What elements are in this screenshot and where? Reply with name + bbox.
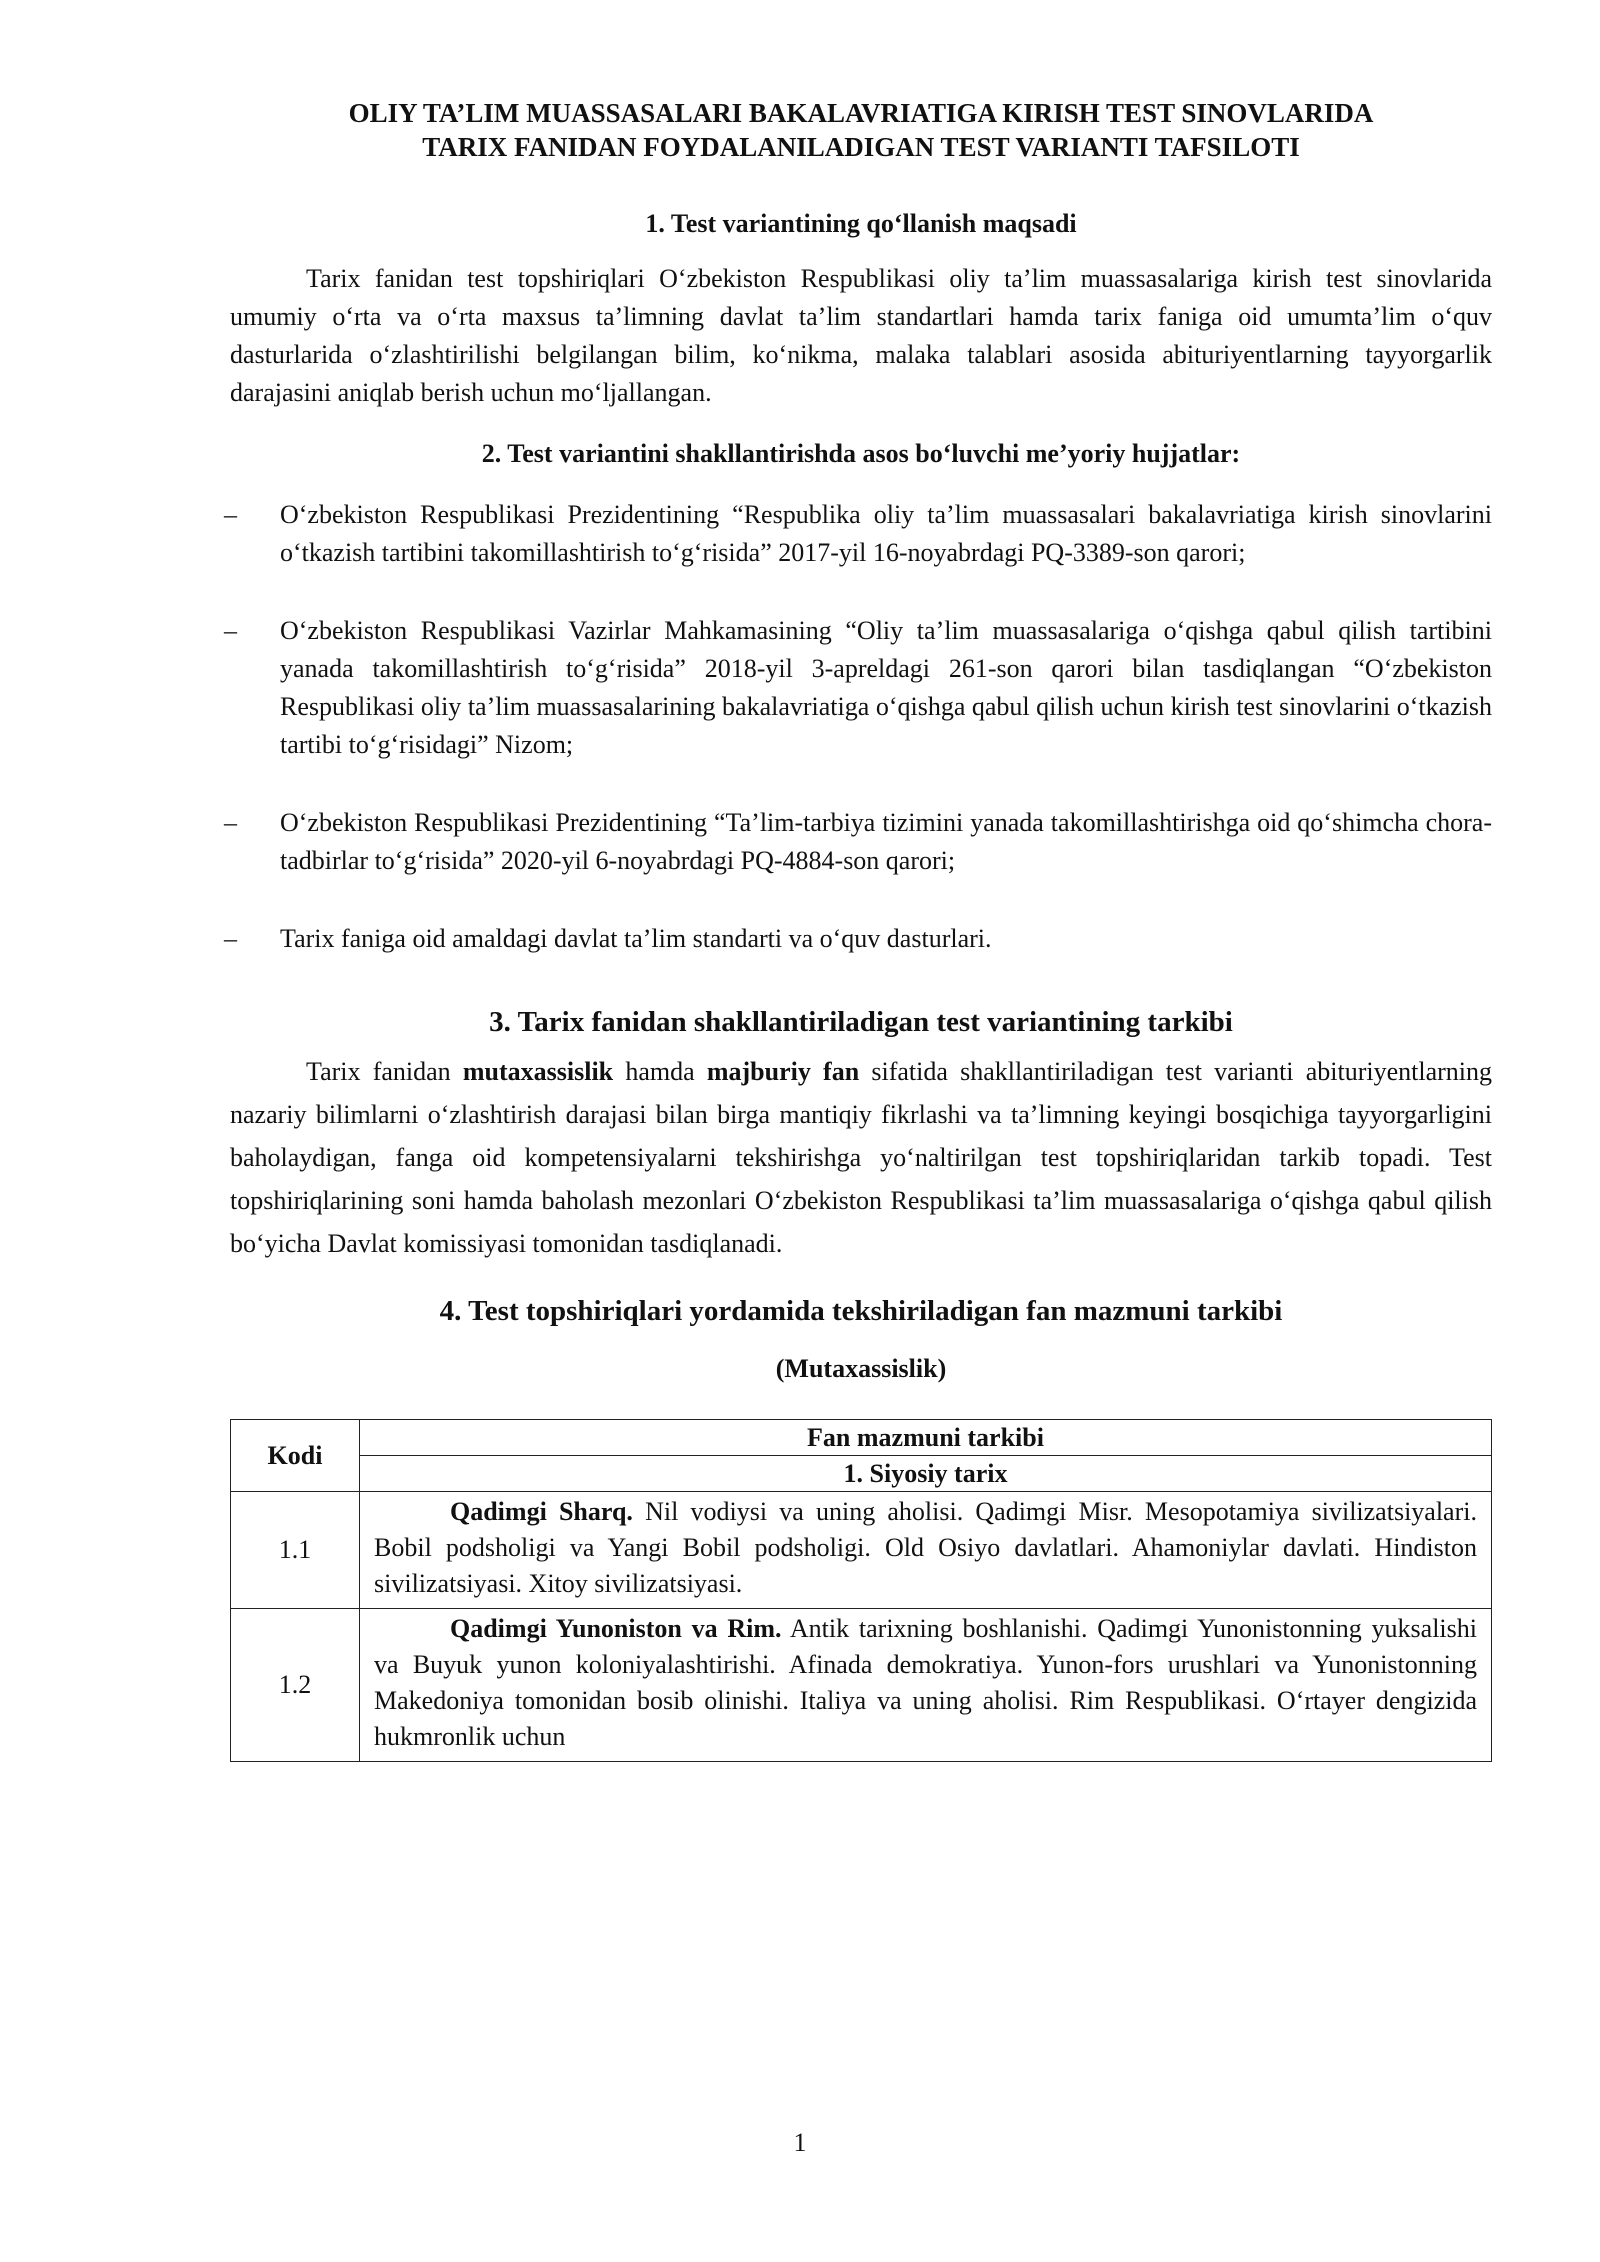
table-row [231,1609,1492,1762]
column-header-content: Fan mazmuni tarkibi [360,1420,1492,1456]
list-item-text: Tarix faniga oid amaldagi davlat ta’lim standarti va o‘quv dasturlari. [280,924,992,953]
list-item [224,612,1492,764]
row-lead: Qadimgi Sharq. [450,1497,633,1526]
section-4-subheading: (Mutaxassislik) [775,1354,947,1383]
section-2-heading: 2. Test variantini shakllantirishda asos bo‘luvchi me’yoriy hujjatlar: [481,439,1241,468]
list-bullet: – [224,924,237,953]
section-3-text-start: Tarix fanidan [306,1057,463,1086]
row-lead: Qadimgi Yunoniston va Rim. [450,1614,782,1643]
table-row [231,1492,1492,1609]
list-bullet: – [224,500,237,529]
document-title [230,96,1492,164]
title-line-1: OLIY TA’LIM MUASSASALARI BAKALAVRIATIGA KIRISH TEST SINOVLARIDA [348,98,1374,128]
list-item-text: O‘zbekiston Respublikasi Prezidentining “Respublika oliy ta’lim muassasalari bakalavriatiga kirish sinovlarini o‘tkazish tartibini takomillashtirish to‘g‘risida” 2017-yil 16-noyabrdagi PQ-3389-son qarori; [280,500,1492,567]
list-item-text: O‘zbekiston Respublikasi Vazirlar Mahkamasining “Oliy ta’lim muassasalariga o‘qishga qabul qilish tartibini yanada takomillashtirish to‘g‘risida” 2018-yil 3-apreldagi 261-son qarori bilan tasdiqlangan “O‘zbekiston Respublikasi oliy ta’lim muassasalarining bakalavriatiga o‘qishga qabul qilish uchun kirish test sinovlarini o‘tkazish tartibi to‘g‘risidagi” Nizom; [280,616,1492,759]
column-header-code: Kodi [231,1420,360,1492]
row-code: 1.2 [231,1609,360,1762]
list-bullet: – [224,808,237,837]
list-item [224,496,1492,572]
section-3-heading: 3. Tarix fanidan shakllantiriladigan test variantining tarkibi [489,1006,1233,1038]
row-code: 1.1 [231,1492,360,1609]
section-3-text [230,1050,1492,1265]
title-line-2: TARIX FANIDAN FOYDALANILADIGAN TEST VARIANTI TAFSILOTI [422,132,1300,162]
bold-majburiy-fan: majburiy fan [706,1057,860,1086]
table-header-row [231,1420,1492,1456]
section-3-text-rest: sifatida shakllantiriladigan test varianti abituriyentlarning nazariy bilimlarni o‘zlashtirish darajasi bilan birga mantiqiy fikrlashi va ta’limning keyingi bosqichiga tayyorgarligini baholaydigan, fanga oid kompetensiyalarni tekshirishga yo‘naltirilgan test topshiriqlaridan tarkib topadi. Test topshiriqlarining soni hamda baholash mezonlari O‘zbekiston Respublikasi ta’lim muassasalariga o‘qishga qabul qilish bo‘yicha Davlat komissiyasi tomonidan tasdiqlanadi. [230,1057,1493,1258]
list-item [224,920,1492,958]
row-text: Antik tarixning boshlanishi. Qadimgi Yunonistonning yuksalishi va Buyuk yunon koloniyalashtirishi. Afinada demokratiya. Yunon-fors urushlari va Yunonistonning Makedoniya tomonidan bosib olinishi. Italiya va uning aholisi. Rim Respublikasi. O‘rtayer dengizida hukmronlik uchun [374,1614,1477,1751]
section-1-heading: 1. Test variantining qo‘llanish maqsadi [645,209,1077,238]
page-number: 1 [793,2128,807,2157]
row-text: Nil vodiysi va uning aholisi. Qadimgi Misr. Mesopotamiya sivilizatsiyalari. Bobil podsholigi va Yangi Bobil podsholigi. Old Osiyo davlatlari. Ahamoniylar davlati. Hindiston sivilizatsiyasi. Xitoy sivilizatsiyasi. [374,1497,1477,1598]
section-1-text: Tarix fanidan test topshiriqlari O‘zbekiston Respublikasi oliy ta’lim muassasalariga kirish test sinovlarida umumiy o‘rta va o‘rta maxsus ta’limning davlat ta’lim standartlari hamda tarix faniga oid umumta’lim o‘quv dasturlarida o‘zlashtirilishi belgilangan bilim, ko‘nikma, malaka talablari asosida abituriyentlarning tayyorgarlik darajasini aniqlab berish uchun mo‘ljallangan. [230,264,1492,407]
group-header-siyosiy-tarix: 1. Siyosiy tarix [360,1456,1492,1492]
section-2-list [224,496,1492,958]
row-content [360,1492,1492,1609]
table-group-row [231,1456,1492,1492]
section-3-text-mid: hamda [613,1057,707,1086]
list-item-text: O‘zbekiston Respublikasi Prezidentining “Ta’lim-tarbiya tizimini yanada takomillashtirishga oid qo‘shimcha chora-tadbirlar to‘g‘risida” 2020-yil 6-noyabrdagi PQ-4884-son qarori; [280,808,1492,875]
list-item [224,804,1492,880]
row-content [360,1609,1492,1762]
content-table [230,1419,1492,1762]
section-4-heading: 4. Test topshiriqlari yordamida tekshiriladigan fan mazmuni tarkibi [439,1295,1283,1327]
document-page [224,90,1493,1762]
list-bullet: – [224,616,237,645]
bold-mutaxassislik: mutaxassislik [462,1057,614,1086]
